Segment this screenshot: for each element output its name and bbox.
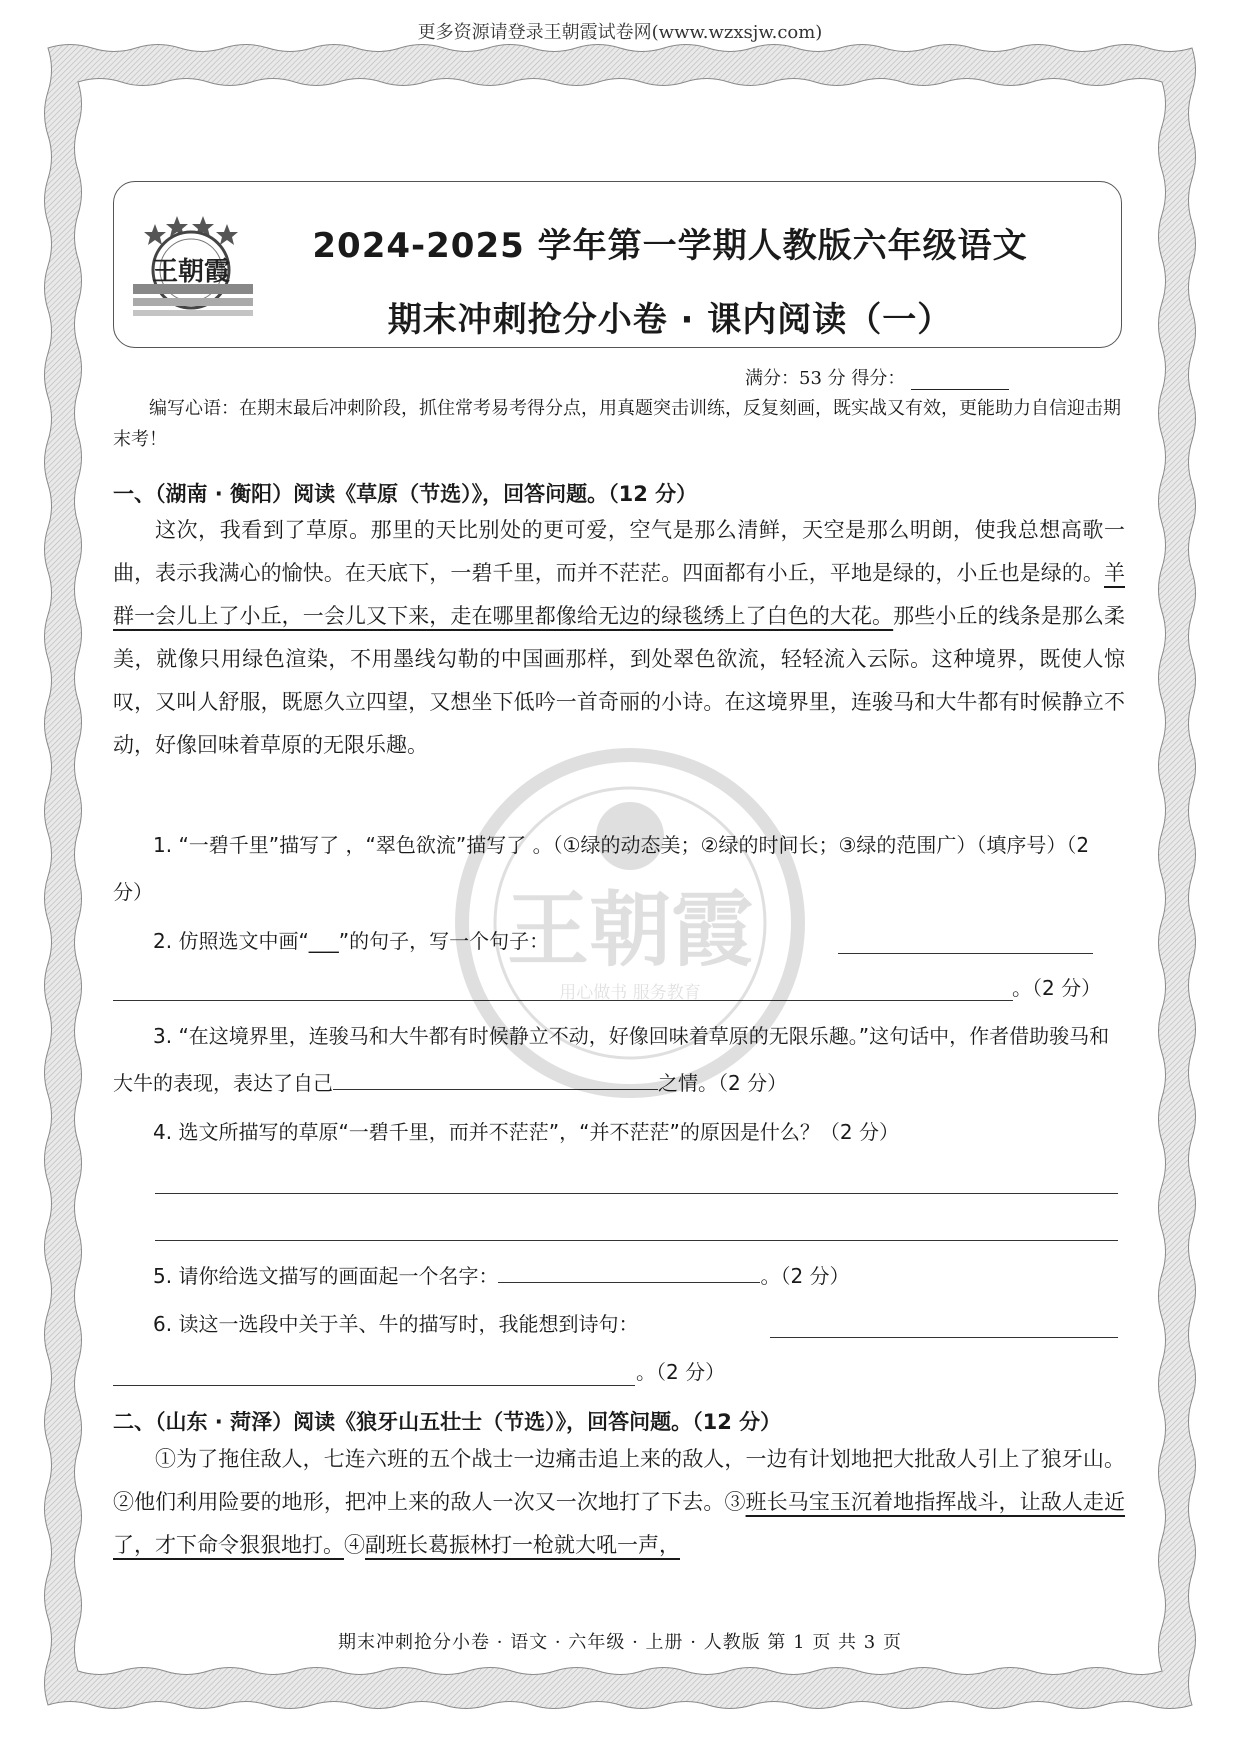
q5-answer-line[interactable] — [498, 1262, 760, 1283]
score-text: 满分：53 分 得分： — [745, 368, 906, 389]
s2-underlined-2: 副班长葛振林打一枪就大吼一声， — [365, 1533, 680, 1557]
q3-text-a: 3. “在这境界里，连骏马和大牛都有时候静立不动，好像回味着草原的无限乐趣。”这句话中，作者借助骏马和大牛的表现，表达了自己 — [113, 1024, 1110, 1095]
publisher-logo — [125, 212, 260, 327]
question-6-end: 。（2 分） — [636, 1360, 726, 1384]
title-line-2: 期末冲刺抢分小卷 · 课内阅读（一） — [387, 300, 953, 340]
score-line — [745, 364, 1009, 390]
editor-note: 编写心语：在期末最后冲刺阶段，抓住常考易考得分点，用真题突击训练，反复刻画，既实战又有效，更能助力自信迎击期末考！ — [113, 398, 1121, 450]
question-3 — [113, 1013, 1125, 1107]
question-4: 4. 选文所描写的草原“一碧千里，而并不茫茫”，“并不茫茫”的原因是什么？（2 分） — [153, 1120, 899, 1144]
top-note: 更多资源请登录王朝霞试卷网(www.wzxsjw.com) — [417, 22, 823, 43]
question-6: 6. 读这一选段中关于羊、牛的描写时，我能想到诗句： — [153, 1312, 639, 1336]
passage-part-b: 那些小丘的线条是那么柔美，就像只用绿色渲染，不用墨线勾勒的中国画那样，到处翠色欲流，轻轻流入云际。这种境界，既使人惊叹，又叫人舒服，既愿久立四望，又想坐下低吟一首奇丽的小诗。在这境界里，连骏马和大牛都有时候静立不动，好像回味着草原的无限乐趣。 — [113, 604, 1126, 757]
section2-passage — [113, 1438, 1125, 1567]
page-footer: 期末冲刺抢分小卷 · 语文 · 六年级 · 上册 · 人教版 第 1 页 共 3 页 — [338, 1632, 902, 1653]
question-5 — [113, 1253, 1125, 1300]
q3-answer-line[interactable] — [333, 1069, 658, 1090]
q5-end: 。（2 分） — [760, 1264, 850, 1288]
underlined-sentence: 羊群一会儿上了小丘，一会儿又下来，走在哪里都像给无边的绿毯绣上了白色的大花。 — [113, 561, 1125, 628]
section1-passage — [113, 509, 1125, 767]
section2-heading: 二、（山东 · 菏泽）阅读《狼牙山五壮士（节选）》，回答问题。（12 分） — [113, 1410, 782, 1434]
title-line-1: 2024-2025 学年第一学期人教版六年级语文 — [312, 226, 1028, 266]
passage-part-a: 这次，我看到了草原。那里的天比别处的更可爱，空气是那么清鲜，天空是那么明朗，使我总想高歌一曲，表示我满心的愉快。在天底下，一碧千里，而并不茫茫。四面都有小丘，平地是绿的，小丘也是绿的。 — [113, 518, 1125, 585]
question-1: 1. “一碧千里”描写了 ，“翠色欲流”描写了 。（①绿的动态美；②绿的时间长；③绿的范围广）（填序号）（2 分） — [113, 833, 1090, 904]
q5-text: 5. 请你给选文描写的画面起一个名字： — [153, 1264, 499, 1288]
q3-text-b: 之情。（2 分） — [658, 1071, 788, 1095]
q6-answer-line-1[interactable] — [770, 1337, 1118, 1338]
question-2-end: 。（2 分） — [1012, 976, 1102, 1000]
section1-heading: 一、（湖南 · 衡阳）阅读《草原（节选）》，回答问题。（12 分） — [113, 482, 698, 506]
s2-passage-part-a: ①为了拖住敌人，七连六班的五个战士一边痛击追上来的敌人，一边有计划地把大批敌人引上了狼牙山。②他们利用险要的地形，把冲上来的敌人一次又一次地打了下去。③ — [113, 1447, 1125, 1514]
q4-answer-line-2[interactable] — [155, 1240, 1118, 1241]
q2-answer-line-2[interactable] — [113, 1000, 1013, 1001]
q2-answer-line-1[interactable] — [838, 953, 1093, 954]
q4-answer-line-1[interactable] — [155, 1193, 1118, 1194]
s2-underlined-1: 班长马宝玉沉着地指挥战斗，让敌人走近了，才下命令狠狠地打。 — [113, 1490, 1126, 1557]
s2-passage-mid: ④ — [344, 1533, 365, 1557]
watermark-slogan: 用心做书 服务教育 — [559, 983, 701, 1003]
score-blank — [911, 371, 1009, 390]
question-2: 2. 仿照选文中画“___”的句子，写一个句子： — [153, 929, 550, 953]
q6-answer-line-2[interactable] — [113, 1385, 635, 1386]
logo-text: 王朝霞 — [151, 257, 231, 287]
watermark-text: 王朝霞 — [506, 882, 754, 978]
